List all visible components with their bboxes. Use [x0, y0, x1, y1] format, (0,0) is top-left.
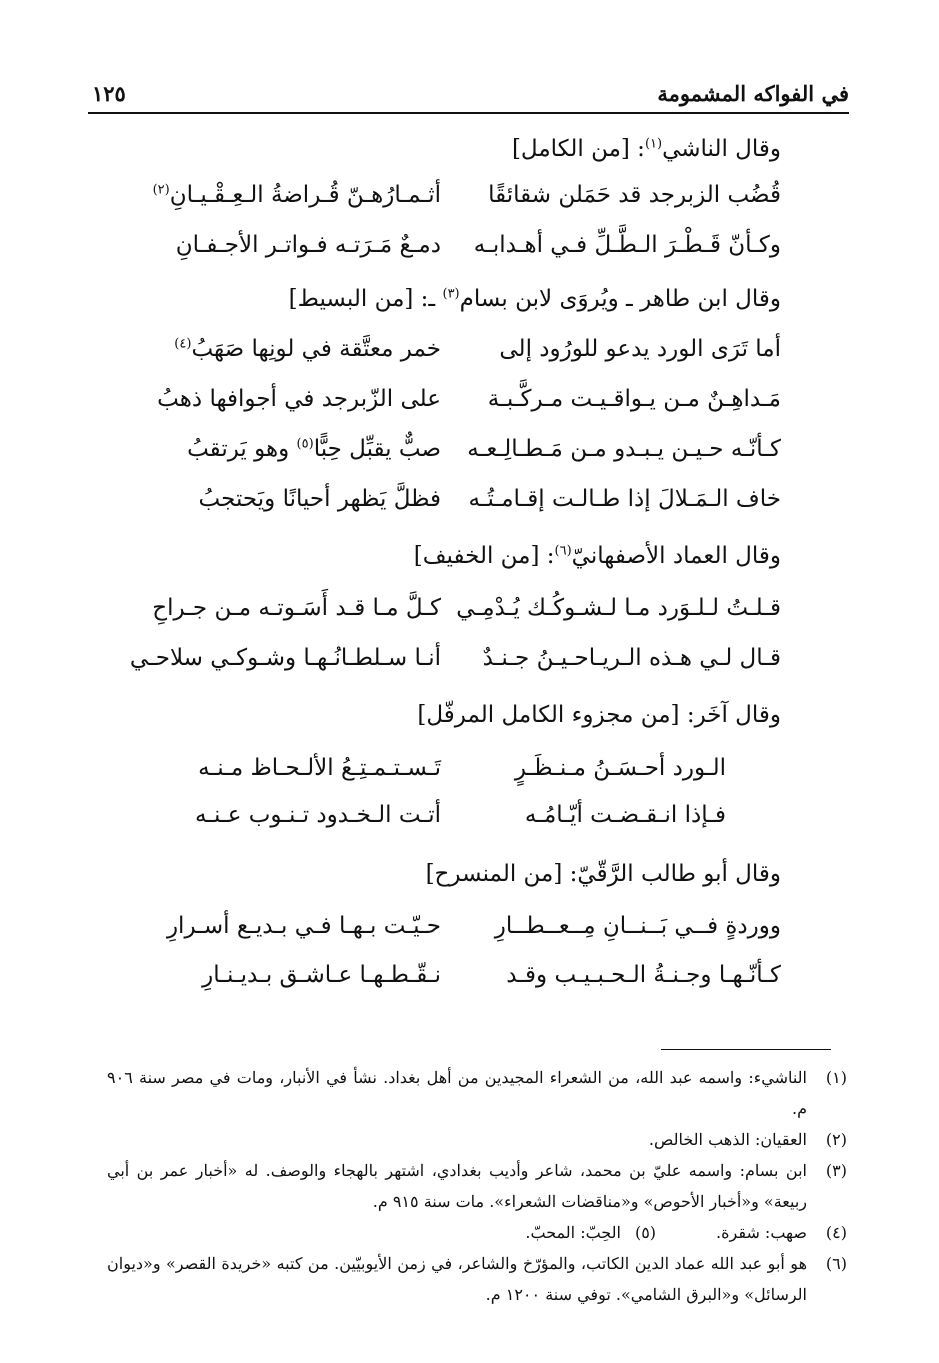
hemistich-second: أتـت الـخـدود تـنـوب عـنـه [194, 802, 441, 828]
footnote-text: صهب: شقرة. [716, 1223, 807, 1242]
hemistich-second: كـلَّ مـا قـد أَسَـوتـه مـن جـراحِ [152, 595, 441, 621]
footnote [107, 1217, 847, 1248]
footnote-number: (٣) [825, 1161, 847, 1180]
hemistich-first: فـإذا انـقـضـت أيّـامُـه [524, 802, 726, 828]
hemistich-second: على الزّبرجد في أجوافها ذهبُ [157, 386, 441, 412]
footnote [107, 1155, 847, 1217]
footnote [107, 1248, 847, 1310]
footnote-number: (٢) [825, 1130, 847, 1149]
hemistich-first: وكـأنّ قَـطْـرَ الـطَّـلِّ فـي أهـدابـه [473, 232, 781, 258]
footnote-text: العقيان: الذهب الخالص. [648, 1130, 807, 1149]
footnote-ref: (٣) [442, 286, 460, 302]
hemistich-first: مَـداهِـنٌ مـن يـواقـيـت مـركَّـبـة [487, 386, 781, 412]
footnote-number: (٥) [634, 1223, 657, 1242]
poem-intro: وقال الناشي$^{(١)}$: [من الكامل] [511, 136, 781, 162]
hemistich-first: قـال لـي هـذه الـريـاحـيـنُ جـنـدٌ [482, 645, 781, 671]
hemistich-first: كـأنّـه حـيـن يـبـدو مـن مَـطـالِـعـه [467, 436, 781, 462]
hemistich-first: أما تَرَى الورد يدعو للورُود إلى [499, 336, 781, 362]
footnote-ref: (٥) [296, 436, 314, 452]
hemistich-second: حـيّـت بـهـا فـي بـديـع أسـرارِ [166, 913, 441, 939]
footnote-ref: (٢) [152, 182, 170, 198]
hemistich-second: أنـا سـلطـانُـهـا وشـوكـي سلاحـي [129, 645, 441, 671]
running-header [92, 70, 849, 106]
footnote-separator [661, 1049, 831, 1050]
footnote-number: (١) [825, 1068, 847, 1087]
footnote-ref: (١) [644, 136, 663, 152]
footnotes [107, 1062, 847, 1310]
footnote [107, 1062, 847, 1124]
page-number: ١٢٥ [92, 81, 126, 106]
hemistich-second: تَـسـتـمـتِـعُ الألـحـاظ مـنـه [198, 755, 441, 781]
footnote-ref: (٤) [174, 336, 192, 352]
poem-intro: وقال العماد الأصفهانيّ$^{(٦)}$: [من الخفيف] [413, 543, 781, 569]
hemistich-first: خاف الـمَـلالَ إذا طـالـت إقـامـتُـه [468, 486, 781, 512]
footnote-text: الناشيء: واسمه عبد الله، من الشعراء المجيدين من أهل بغداد. نشأ في الأنبار، ومات في مصر سنة ٩٠٦ م. [107, 1068, 807, 1118]
footnote-text: الحِبّ: المحبّ. [525, 1223, 621, 1242]
hemistich-second: صبٌّ يقبِّل حِبًّا$^{(٥)}$ وهو يَرتقبُ [187, 436, 441, 462]
hemistich-second: أثـمـارُهـنّ قُـراضةُ الـعِـقْـيـانِ$^{(٢)}$ [152, 182, 441, 208]
hemistich-first: الـورد أحـسَـنُ مـنـظَـرٍ [514, 755, 726, 781]
poem-intro: وقال آخَر: [من مجزوء الكامل المرفّل] [417, 702, 781, 728]
footnote-text: هو أبو عبد الله عماد الدين الكاتب، والمؤرّخ والشاعر، في زمن الأيوبيّين. من كتبه «خريدة القصر» و«ديوان الرسائل» و«البرق الشامي». توفي سنة ١٢٠٠ م. [107, 1254, 807, 1304]
hemistich-second: خمر معتَّقة في لونِها صَهَبُ$^{(٤)}$ [174, 336, 441, 362]
book-title: في الفواكه المشمومة [657, 81, 849, 106]
hemistich-second: فظلَّ يَظهر أحيانًا ويَحتجبُ [198, 486, 441, 512]
footnote-text: ابن بسام: واسمه عليّ بن محمد، شاعر وأديب بغدادي، اشتهر بالهجاء والوصف. له «أخبار عمر بن أبي ربيعة» و«أخبار الأحوص» و«مناقضات الشعراء». مات سنة ٩١٥ م. [107, 1161, 807, 1211]
hemistich-first: قُضُب الزبرجد قد حَمَلن شقائقًا [488, 182, 781, 208]
footnote-number: (٤) [825, 1223, 847, 1242]
hemistich-second: دمـعٌ مَـرَتـه فـواتـر الأجـفـانِ [175, 232, 441, 258]
hemistich-first: قـلـتُ لـلـوَرد مـا لـشـوكُـك يُـدْمِـي [456, 595, 781, 621]
hemistich-first: ووردةٍ فــي بَــنــانِ مِــعــطــارِ [494, 913, 781, 939]
header-rule [88, 112, 849, 114]
poem-intro: وقال أبو طالب الرَّقّيّ: [من المنسرح] [425, 861, 781, 887]
hemistich-second: نـقّـطـهـا عـاشـق بـديـنـارِ [202, 962, 441, 988]
footnote [107, 1124, 847, 1155]
footnote-ref: (٦) [554, 543, 572, 559]
poem-intro: وقال ابن طاهر ـ ويُروَى لابن بسام$^{(٣)}$ ـ: [من البسيط] [288, 286, 781, 312]
footnote-number: (٦) [825, 1254, 847, 1273]
hemistich-first: كـأنّـهـا وجـنـةُ الـحـبـيـب وقـد [506, 962, 781, 988]
